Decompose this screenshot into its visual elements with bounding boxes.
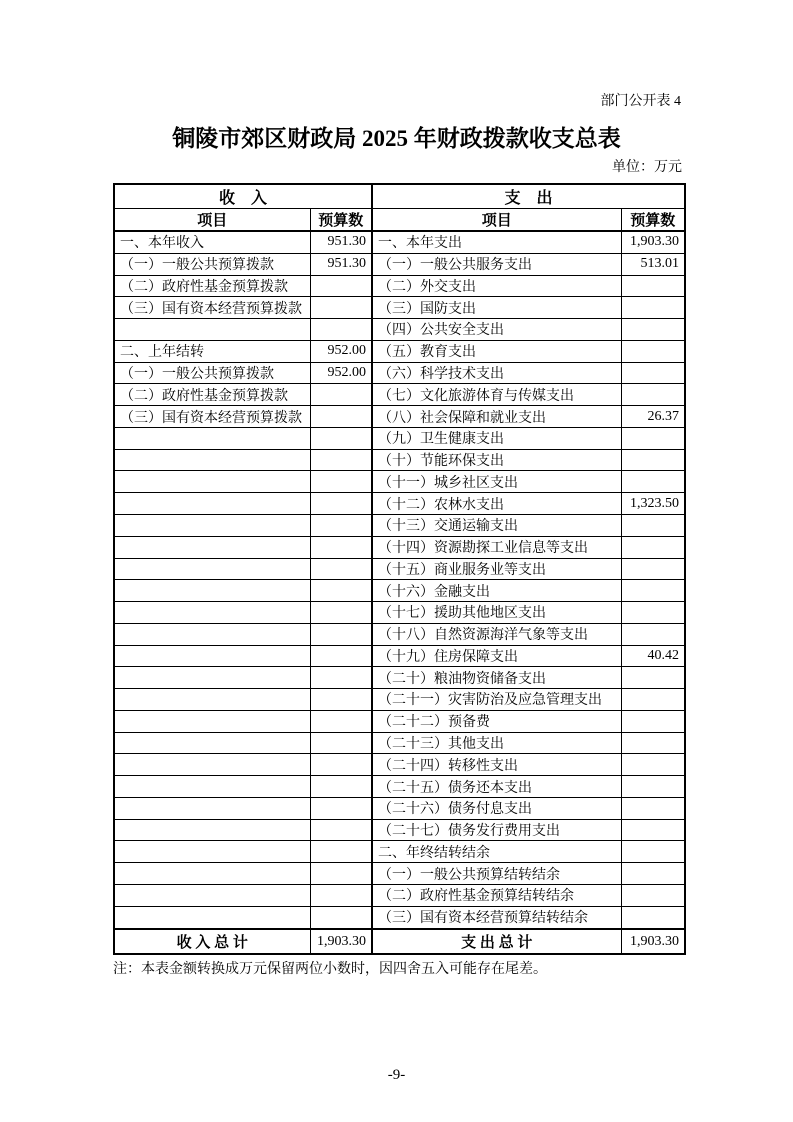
amount-cell-left <box>310 558 372 580</box>
amount-cell-right: 26.37 <box>621 406 685 428</box>
amount-cell-left <box>310 841 372 863</box>
item-cell-left <box>114 471 310 493</box>
item-cell-right: （二十二）预备费 <box>372 710 621 732</box>
amount-cell-left <box>310 906 372 928</box>
table-row <box>114 797 685 819</box>
table-row <box>114 885 685 907</box>
table-row <box>114 493 685 515</box>
table-row <box>114 580 685 602</box>
revenue-total-label: 收 入 总 计 <box>114 930 310 955</box>
amount-cell-left <box>310 297 372 319</box>
item-cell-left <box>114 514 310 536</box>
table-row <box>114 689 685 711</box>
item-cell-right: （二十四）转移性支出 <box>372 754 621 776</box>
amount-cell-left <box>310 797 372 819</box>
amount-cell-left <box>310 863 372 885</box>
amount-cell-left: 952.00 <box>310 362 372 384</box>
item-cell-right: （十一）城乡社区支出 <box>372 471 621 493</box>
item-cell-right: （二十七）债务发行费用支出 <box>372 819 621 841</box>
item-cell-left: （一）一般公共预算拨款 <box>114 253 310 275</box>
item-cell-left <box>114 493 310 515</box>
item-cell-left <box>114 602 310 624</box>
amount-cell-right <box>621 427 685 449</box>
item-cell-left <box>114 580 310 602</box>
amount-cell-right: 1,323.50 <box>621 493 685 515</box>
item-cell-left <box>114 885 310 907</box>
amount-cell-left <box>310 514 372 536</box>
table-row <box>114 776 685 798</box>
table-row <box>114 449 685 471</box>
amount-cell-left <box>310 275 372 297</box>
item-cell-left <box>114 427 310 449</box>
table-body <box>114 231 685 930</box>
item-cell-right: （七）文化旅游体育与传媒支出 <box>372 384 621 406</box>
item-cell-left: （三）国有资本经营预算拨款 <box>114 406 310 428</box>
amount-cell-left <box>310 471 372 493</box>
item-cell-left <box>114 732 310 754</box>
item-cell-left <box>114 319 310 341</box>
column-header-amount-right: 预算数 <box>621 209 685 232</box>
page-number: -9- <box>387 1067 406 1083</box>
column-header-row <box>114 209 685 232</box>
item-cell-right: （十）节能环保支出 <box>372 449 621 471</box>
amount-cell-left <box>310 536 372 558</box>
item-cell-left <box>114 906 310 928</box>
item-cell-right: （十八）自然资源海洋气象等支出 <box>372 623 621 645</box>
table-row <box>114 754 685 776</box>
table-row <box>114 362 685 384</box>
item-cell-right: （三）国防支出 <box>372 297 621 319</box>
amount-cell-left <box>310 732 372 754</box>
amount-cell-right <box>621 558 685 580</box>
section-header-row <box>114 184 685 209</box>
amount-cell-right <box>621 841 685 863</box>
amount-cell-left <box>310 623 372 645</box>
amount-cell-right <box>621 384 685 406</box>
table-row <box>114 710 685 732</box>
amount-cell-right <box>621 710 685 732</box>
table-row <box>114 340 685 362</box>
item-cell-left <box>114 797 310 819</box>
item-cell-right: （十四）资源勘探工业信息等支出 <box>372 536 621 558</box>
amount-cell-left <box>310 427 372 449</box>
amount-cell-right <box>621 732 685 754</box>
table-row <box>114 906 685 928</box>
amount-cell-left <box>310 754 372 776</box>
amount-cell-left <box>310 667 372 689</box>
expenditure-total-value: 1,903.30 <box>621 930 685 955</box>
column-header-item-right: 项目 <box>372 209 621 232</box>
amount-cell-right <box>621 863 685 885</box>
table-row <box>114 275 685 297</box>
footnote: 注：本表金额转换成万元保留两位小数时，因四舍五入可能存在尾差。 <box>113 962 547 977</box>
amount-cell-left: 951.30 <box>310 231 372 253</box>
item-cell-right: （十六）金融支出 <box>372 580 621 602</box>
item-cell-left <box>114 819 310 841</box>
amount-cell-right <box>621 580 685 602</box>
unit-label: 单位：万元 <box>612 160 682 175</box>
item-cell-right: （二十三）其他支出 <box>372 732 621 754</box>
amount-cell-right <box>621 602 685 624</box>
item-cell-left <box>114 623 310 645</box>
amount-cell-left <box>310 319 372 341</box>
item-cell-left <box>114 841 310 863</box>
item-cell-left <box>114 710 310 732</box>
amount-cell-left <box>310 776 372 798</box>
amount-cell-right <box>621 340 685 362</box>
amount-cell-right <box>621 776 685 798</box>
amount-cell-left: 952.00 <box>310 340 372 362</box>
item-cell-right: （二）政府性基金预算结转结余 <box>372 885 621 907</box>
item-cell-left <box>114 667 310 689</box>
item-cell-left <box>114 449 310 471</box>
corner-table-label: 部门公开表 4 <box>600 94 681 109</box>
table-row <box>114 297 685 319</box>
item-cell-left: （三）国有资本经营预算拨款 <box>114 297 310 319</box>
amount-cell-left <box>310 819 372 841</box>
item-cell-left <box>114 754 310 776</box>
item-cell-right: （十三）交通运输支出 <box>372 514 621 536</box>
item-cell-right: （四）公共安全支出 <box>372 319 621 341</box>
revenue-section-header: 收 入 <box>114 184 372 209</box>
amount-cell-left <box>310 493 372 515</box>
table-row <box>114 667 685 689</box>
item-cell-left: （二）政府性基金预算拨款 <box>114 275 310 297</box>
item-cell-right: （十二）农林水支出 <box>372 493 621 515</box>
item-cell-right: （二十一）灾害防治及应急管理支出 <box>372 689 621 711</box>
table-row <box>114 732 685 754</box>
amount-cell-left <box>310 449 372 471</box>
item-cell-right: （五）教育支出 <box>372 340 621 362</box>
page-title: 铜陵市郊区财政局 2025 年财政拨款收支总表 <box>172 126 621 151</box>
table-row <box>114 863 685 885</box>
revenue-total-value: 1,903.30 <box>310 930 372 955</box>
table-row <box>114 406 685 428</box>
amount-cell-right <box>621 471 685 493</box>
budget-table <box>113 183 686 955</box>
item-cell-left <box>114 645 310 667</box>
table-row <box>114 558 685 580</box>
amount-cell-right <box>621 297 685 319</box>
amount-cell-right <box>621 536 685 558</box>
amount-cell-left <box>310 689 372 711</box>
column-header-item-left: 项目 <box>114 209 310 232</box>
amount-cell-right <box>621 449 685 471</box>
amount-cell-left <box>310 710 372 732</box>
item-cell-right: （二）外交支出 <box>372 275 621 297</box>
amount-cell-right <box>621 754 685 776</box>
amount-cell-left <box>310 384 372 406</box>
item-cell-right: （六）科学技术支出 <box>372 362 621 384</box>
item-cell-right: （二十）粮油物资储备支出 <box>372 667 621 689</box>
item-cell-left <box>114 536 310 558</box>
item-cell-right: （二十六）债务付息支出 <box>372 797 621 819</box>
item-cell-right: （一）一般公共预算结转结余 <box>372 863 621 885</box>
item-cell-right: （十七）援助其他地区支出 <box>372 602 621 624</box>
item-cell-right: 二、年终结转结余 <box>372 841 621 863</box>
amount-cell-right <box>621 623 685 645</box>
amount-cell-left <box>310 885 372 907</box>
item-cell-left <box>114 689 310 711</box>
amount-cell-right: 40.42 <box>621 645 685 667</box>
expenditure-section-header: 支 出 <box>372 184 685 209</box>
table-row <box>114 253 685 275</box>
table-row <box>114 841 685 863</box>
table-row <box>114 384 685 406</box>
amount-cell-right <box>621 514 685 536</box>
amount-cell-left <box>310 580 372 602</box>
table-row <box>114 471 685 493</box>
amount-cell-right <box>621 797 685 819</box>
table-row <box>114 602 685 624</box>
item-cell-right: 一、本年支出 <box>372 231 621 253</box>
item-cell-right: （十五）商业服务业等支出 <box>372 558 621 580</box>
item-cell-left <box>114 863 310 885</box>
table-row <box>114 319 685 341</box>
table-row <box>114 536 685 558</box>
item-cell-right: （九）卫生健康支出 <box>372 427 621 449</box>
amount-cell-right <box>621 362 685 384</box>
table-row <box>114 514 685 536</box>
column-header-amount-left: 预算数 <box>310 209 372 232</box>
amount-cell-left <box>310 602 372 624</box>
amount-cell-right <box>621 885 685 907</box>
amount-cell-left <box>310 406 372 428</box>
amount-cell-right <box>621 667 685 689</box>
amount-cell-right <box>621 689 685 711</box>
amount-cell-right: 1,903.30 <box>621 231 685 253</box>
amount-cell-left: 951.30 <box>310 253 372 275</box>
amount-cell-left <box>310 645 372 667</box>
item-cell-left <box>114 558 310 580</box>
item-cell-right: （十九）住房保障支出 <box>372 645 621 667</box>
table-row <box>114 819 685 841</box>
amount-cell-right <box>621 275 685 297</box>
total-row <box>114 930 685 955</box>
item-cell-left: 一、本年收入 <box>114 231 310 253</box>
table-row <box>114 427 685 449</box>
table-row <box>114 231 685 253</box>
table-row <box>114 623 685 645</box>
item-cell-right: （一）一般公共服务支出 <box>372 253 621 275</box>
amount-cell-right: 513.01 <box>621 253 685 275</box>
amount-cell-right <box>621 319 685 341</box>
item-cell-left <box>114 776 310 798</box>
amount-cell-right <box>621 819 685 841</box>
item-cell-left: 二、上年结转 <box>114 340 310 362</box>
item-cell-right: （三）国有资本经营预算结转结余 <box>372 906 621 928</box>
item-cell-right: （二十五）债务还本支出 <box>372 776 621 798</box>
expenditure-total-label: 支 出 总 计 <box>372 930 621 955</box>
item-cell-right: （八）社会保障和就业支出 <box>372 406 621 428</box>
item-cell-left: （二）政府性基金预算拨款 <box>114 384 310 406</box>
table-row <box>114 645 685 667</box>
amount-cell-right <box>621 906 685 928</box>
item-cell-left: （一）一般公共预算拨款 <box>114 362 310 384</box>
